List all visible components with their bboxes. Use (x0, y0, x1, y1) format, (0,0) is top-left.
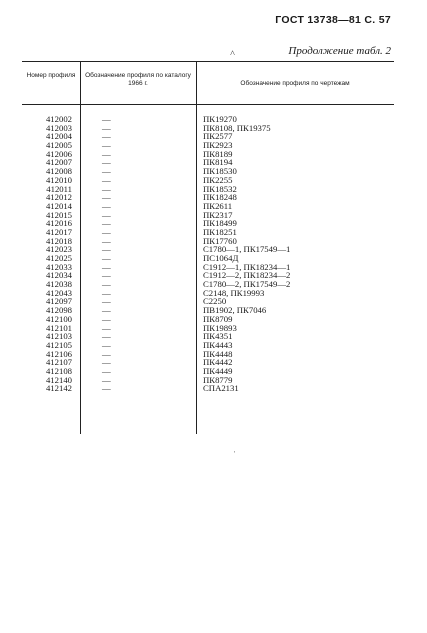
profile-number: 412100 (45, 313, 72, 324)
drawing-designation: ПК19893 (203, 322, 237, 333)
catalog-designation: — (102, 348, 111, 359)
catalog-designation: — (102, 226, 111, 237)
profile-number: 412140 (45, 374, 72, 385)
drawing-designation: ПК2923 (203, 140, 233, 151)
profile-number: 412107 (45, 357, 72, 368)
drawing-designation: ПК19270 (203, 114, 237, 124)
profile-number: 412098 (45, 305, 72, 316)
drawing-designation: ПК8108, ПК19375 (203, 122, 271, 133)
profile-number: 412007 (45, 157, 72, 168)
profile-number: 412014 (45, 200, 72, 211)
drawing-designation: ПС1064Д (203, 253, 239, 263)
drawing-designation: С2148, ПК19993 (203, 287, 265, 298)
drawing-designation: С1912—1, ПК18234—1 (203, 261, 291, 272)
table-top-rule (22, 61, 394, 62)
profile-number: 412008 (45, 166, 72, 177)
catalog-designation: — (102, 357, 111, 368)
profile-number: 412015 (45, 209, 72, 220)
catalog-designation: — (102, 305, 111, 316)
catalog-designation: — (102, 313, 111, 324)
drawing-designation: ПК18532 (203, 183, 237, 194)
drawing-designation: ПК2577 (203, 131, 233, 142)
column-divider-2 (196, 61, 197, 434)
drawing-designation: ПК4442 (203, 357, 233, 368)
profile-number: 412016 (45, 218, 72, 229)
catalog-designation: — (102, 253, 111, 263)
profile-number: 412043 (45, 287, 72, 298)
drawing-designation: ПК18248 (203, 192, 237, 203)
drawing-designation: С1912—2, ПК18234—2 (203, 270, 291, 281)
profile-number: 412033 (45, 261, 72, 272)
profile-number: 412025 (45, 253, 72, 263)
profile-number: 412023 (45, 244, 72, 255)
profile-number: 412011 (46, 183, 72, 194)
profile-number: 412105 (45, 339, 72, 350)
drawing-designation: С1780—1, ПК17549—1 (203, 244, 291, 255)
drawing-designation: С2250 (203, 296, 227, 307)
drawing-designation: С1780—2, ПК17549—2 (203, 279, 291, 290)
catalog-designation: — (102, 383, 111, 394)
drawing-designation: ПК18530 (203, 166, 237, 177)
column-divider-1 (80, 61, 81, 434)
profile-number: 412012 (45, 192, 72, 203)
catalog-designation: — (102, 209, 111, 220)
profile-number: 412142 (45, 383, 72, 394)
drawing-designation: ПК8194 (203, 157, 233, 168)
catalog-designation: — (102, 166, 111, 177)
catalog-designation: — (102, 192, 111, 203)
column-header-number: Номер профиля (26, 72, 76, 79)
profile-number: 412038 (45, 279, 72, 290)
profile-number: 412017 (45, 226, 72, 237)
profile-number: 412106 (45, 348, 72, 359)
drawing-designation: ПК17760 (203, 235, 237, 246)
catalog-designation: — (102, 279, 111, 290)
standard-header: ГОСТ 13738—81 С. 57 (275, 14, 391, 26)
catalog-designation: — (102, 287, 111, 298)
column-header-catalog: Обозначение профиля по каталогу 1966 г. (85, 72, 191, 87)
drawing-designation: ПК2611 (203, 200, 233, 211)
drawing-designation: ПК4449 (203, 365, 233, 376)
page-end-mark: ˈ (233, 450, 236, 459)
profile-number: 412101 (45, 322, 72, 333)
catalog-designation: — (102, 157, 111, 168)
catalog-designation: — (102, 140, 111, 151)
profile-number: 412005 (45, 140, 72, 151)
profile-number: 412010 (45, 174, 72, 185)
profile-number: 412002 (45, 114, 72, 124)
catalog-designation: — (102, 270, 111, 281)
profile-number: 412018 (45, 235, 72, 246)
catalog-designation: — (102, 322, 111, 333)
profile-number: 412097 (45, 296, 72, 307)
drawing-designation: ПК8779 (203, 374, 233, 385)
catalog-designation: — (102, 200, 111, 211)
profile-number: 412006 (45, 148, 72, 159)
drawing-designation: ПК2317 (203, 209, 233, 220)
catalog-designation: — (102, 183, 111, 194)
catalog-designation: — (102, 174, 111, 185)
drawing-designation: ПВ1902, ПК7046 (203, 305, 267, 316)
profile-number: 412108 (45, 365, 72, 376)
catalog-designation: — (102, 365, 111, 376)
profile-number: 412103 (45, 331, 72, 342)
table-continuation-label: Продолжение табл. 2 (288, 45, 391, 57)
profile-number: 412003 (45, 122, 72, 133)
catalog-designation: — (102, 148, 111, 159)
table-header-rule (22, 104, 394, 105)
catalog-designation: — (102, 339, 111, 350)
catalog-designation: — (102, 331, 111, 342)
catalog-designation: — (102, 244, 111, 255)
catalog-designation: — (102, 296, 111, 307)
profile-number: 412034 (45, 270, 72, 281)
catalog-designation: — (102, 374, 111, 385)
catalog-designation: — (102, 122, 111, 133)
drawing-designation: ПК8189 (203, 148, 233, 159)
catalog-designation: — (102, 261, 111, 272)
catalog-designation: — (102, 114, 111, 124)
page-mark: ˄ (230, 48, 236, 58)
catalog-designation: — (102, 218, 111, 229)
catalog-designation: — (102, 235, 111, 246)
drawing-designation: ПК4351 (203, 331, 233, 342)
catalog-designation: — (102, 131, 111, 142)
drawing-designation: ПК4443 (203, 339, 233, 350)
drawing-designation: ПК2255 (203, 174, 233, 185)
drawing-designation: ПК18251 (203, 226, 237, 237)
drawing-designation: ПК18499 (203, 218, 237, 229)
profile-number: 412004 (45, 131, 72, 142)
drawing-designation: СПА2131 (203, 383, 239, 394)
drawing-designation: ПК4448 (203, 348, 233, 359)
drawing-designation: ПК8709 (203, 313, 233, 324)
column-header-drawing: Обозначение профиля по чертежам (240, 80, 350, 87)
